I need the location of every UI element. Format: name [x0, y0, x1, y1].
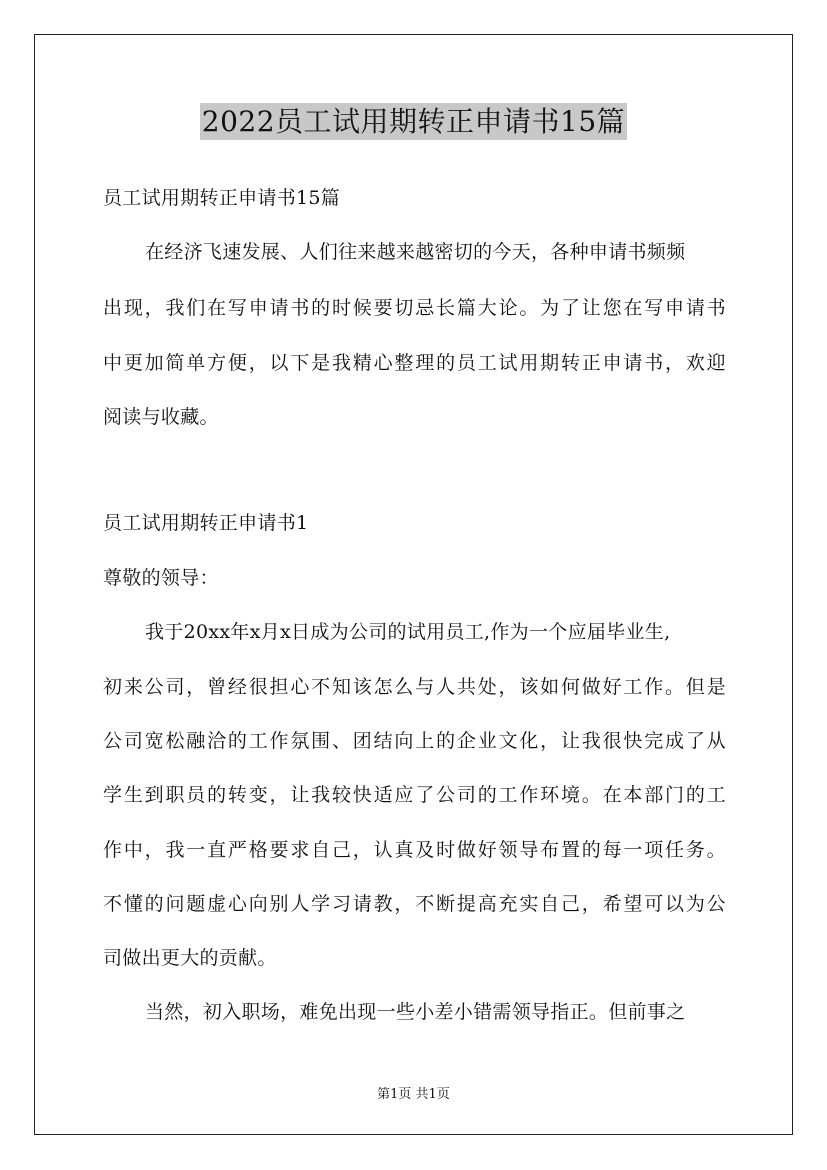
- body-line: 我于20xx年x月x日成为公司的试用员工,作为一个应届毕业生,: [145, 621, 671, 643]
- intro-line: 中更加简单方便，以下是我精心整理的员工试用期转正申请书，欢迎: [103, 352, 726, 374]
- document-title: [0, 100, 827, 140]
- intro-line: 出现，我们在写申请书的时候要切忌长篇大论。为了让您在写申请书: [103, 297, 726, 319]
- body-line: 公司宽松融洽的工作氛围、团结向上的企业文化，让我很快完成了从: [103, 730, 726, 752]
- intro-line: 阅读与收藏。: [103, 406, 219, 428]
- body-line: 作中，我一直严格要求自己，认真及时做好领导布置的每一项任务。: [103, 839, 726, 861]
- body-line: 不懂的问题虚心向别人学习请教，不断提高充实自己，希望可以为公: [103, 893, 726, 915]
- intro-line: 在经济飞速发展、人们往来越来越密切的今天，各种申请书频频: [145, 241, 686, 263]
- body-line: 学生到职员的转变，让我较快适应了公司的工作环境。在本部门的工: [103, 784, 726, 806]
- page-footer: 第1页 共1页: [377, 1087, 450, 1102]
- body-line: 司做出更大的贡献。: [103, 947, 277, 969]
- subtitle: 员工试用期转正申请书15篇: [103, 187, 341, 209]
- section-title: 员工试用期转正申请书1: [103, 512, 309, 534]
- document-title-text: 2022员工试用期转正申请书15篇: [201, 105, 626, 138]
- body-line: 当然，初入职场，难免出现一些小差小错需领导指正。但前事之: [145, 1001, 686, 1023]
- salutation: 尊敬的领导：: [103, 567, 219, 589]
- body-line: 初来公司，曾经很担心不知该怎么与人共处，该如何做好工作。但是: [103, 676, 726, 698]
